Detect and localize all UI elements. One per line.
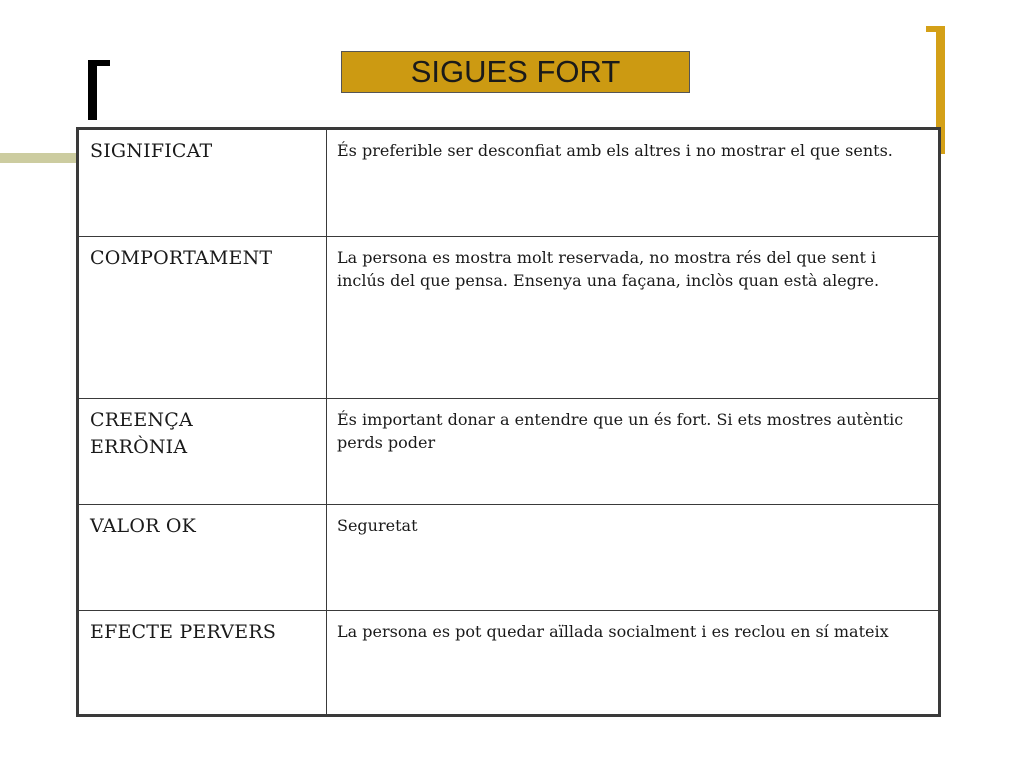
row-value-cell	[327, 399, 940, 505]
slide-title-text: SIGUES FORT	[410, 54, 621, 89]
left-bracket-decoration	[88, 60, 97, 120]
row-label: VALOR OK	[90, 515, 197, 537]
slide-title	[341, 51, 690, 93]
row-value: La persona es mostra molt reservada, no mostra rés del que sent i inclús del que pensa. Ensenya una façana, inclòs quan està alegre.	[337, 248, 880, 290]
row-label: SIGNIFICAT	[90, 140, 213, 162]
row-label-cell	[78, 399, 327, 505]
row-value: La persona es pot quedar aïllada socialment i es reclou en sí mateix	[337, 622, 889, 641]
side-accent-bar	[0, 153, 78, 163]
row-label-cell	[78, 611, 327, 716]
row-value-cell	[327, 505, 940, 611]
table-row	[78, 399, 940, 505]
right-bracket-decoration-top	[926, 26, 945, 32]
row-value-cell	[327, 237, 940, 399]
row-value: És important donar a entendre que un és fort. Si ets mostres autèntic perds poder	[337, 410, 904, 452]
row-label: COMPORTAMENT	[90, 247, 273, 269]
row-label-cell	[78, 237, 327, 399]
info-table	[76, 127, 941, 717]
row-value-cell	[327, 129, 940, 237]
row-value: És preferible ser desconfiat amb els altres i no mostrar el que sents.	[337, 141, 893, 160]
table-row	[78, 237, 940, 399]
table-row	[78, 611, 940, 716]
table-row	[78, 505, 940, 611]
row-label: EFECTE PERVERS	[90, 621, 277, 643]
table-row	[78, 129, 940, 237]
row-value-cell	[327, 611, 940, 716]
row-value: Seguretat	[337, 516, 418, 535]
left-bracket-decoration-top	[88, 60, 110, 66]
row-label: CREENÇA ERRÒNIA	[90, 409, 193, 458]
row-label-cell	[78, 505, 327, 611]
row-label-cell	[78, 129, 327, 237]
